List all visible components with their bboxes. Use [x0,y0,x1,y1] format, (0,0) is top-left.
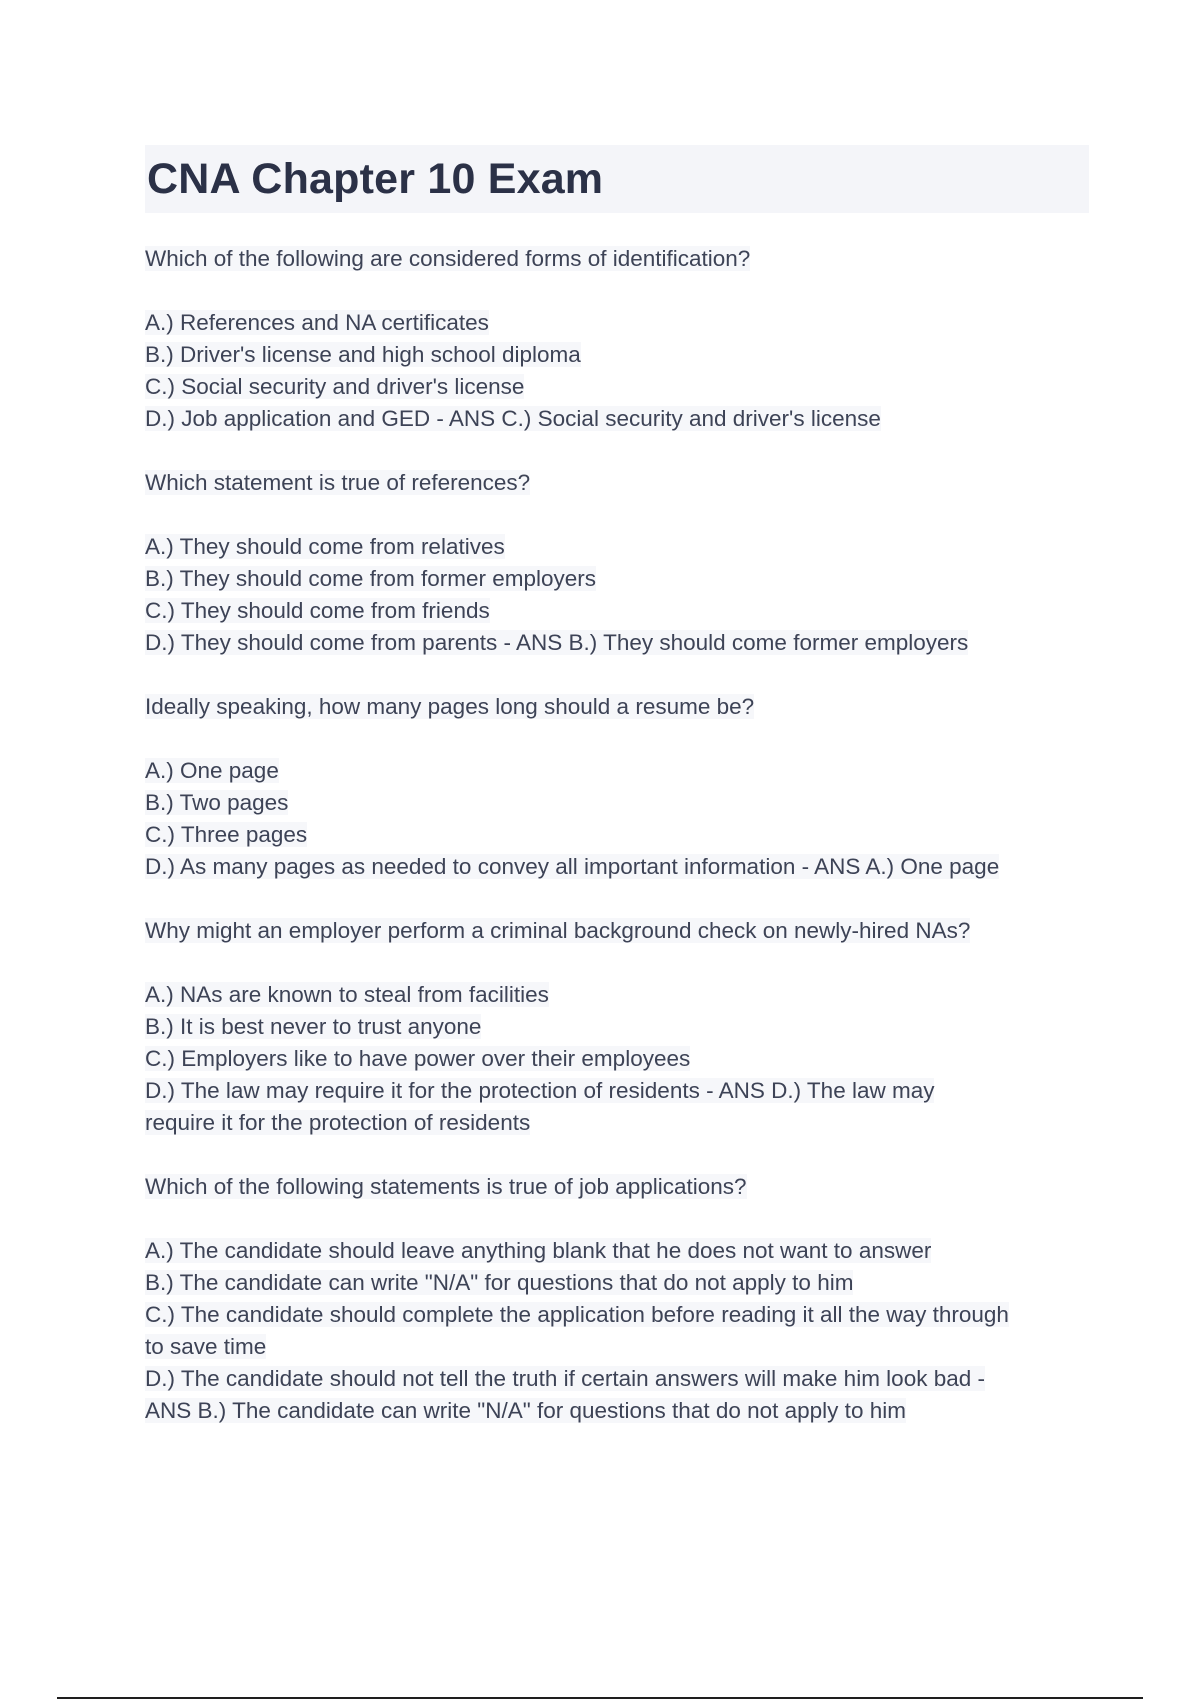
question-block [145,691,1105,883]
option-c: C.) Employers like to have power over their employees [145,1046,691,1071]
option-d-answer-continued: require it for the protection of residents [145,1110,531,1135]
questions-list [145,243,1105,1459]
option-b: B.) They should come from former employers [145,566,596,591]
option-a: A.) One page [145,758,279,783]
question-block [145,915,1105,1139]
page-title: CNA Chapter 10 Exam [147,155,604,203]
option-b: B.) Two pages [145,790,289,815]
option-d-answer: D.) The law may require it for the protection of residents - ANS D.) The law may [145,1078,935,1103]
option-a: A.) They should come from relatives [145,534,505,559]
question-block [145,243,1105,435]
question-text: Why might an employer perform a criminal background check on newly-hired NAs? [145,918,971,943]
option-c: C.) The candidate should complete the application before reading it all the way through [145,1302,1009,1327]
option-c-continued: to save time [145,1334,267,1359]
question-block [145,1171,1105,1427]
title-bar [145,145,1089,213]
option-b: B.) The candidate can write "N/A" for questions that do not apply to him [145,1270,854,1295]
option-a: A.) The candidate should leave anything blank that he does not want to answer [145,1238,932,1263]
question-block [145,467,1105,659]
option-b: B.) Driver's license and high school diploma [145,342,581,367]
option-d-answer: D.) They should come from parents - ANS B.) They should come former employers [145,630,969,655]
option-b: B.) It is best never to trust anyone [145,1014,482,1039]
option-c: C.) Three pages [145,822,308,847]
option-c: C.) They should come from friends [145,598,490,623]
question-text: Ideally speaking, how many pages long should a resume be? [145,694,755,719]
question-text: Which of the following are considered forms of identification? [145,246,751,271]
option-a: A.) References and NA certificates [145,310,489,335]
answer-line: ANS B.) The candidate can write "N/A" for questions that do not apply to him [145,1398,906,1423]
footer-divider [57,1697,1143,1699]
option-d: D.) The candidate should not tell the truth if certain answers will make him look bad - [145,1366,985,1391]
option-d-answer: D.) As many pages as needed to convey all important information - ANS A.) One page [145,854,1000,879]
option-a: A.) NAs are known to steal from facilities [145,982,549,1007]
question-text: Which statement is true of references? [145,470,531,495]
question-text: Which of the following statements is true of job applications? [145,1174,747,1199]
option-d-answer: D.) Job application and GED - ANS C.) Social security and driver's license [145,406,881,431]
option-c: C.) Social security and driver's license [145,374,525,399]
